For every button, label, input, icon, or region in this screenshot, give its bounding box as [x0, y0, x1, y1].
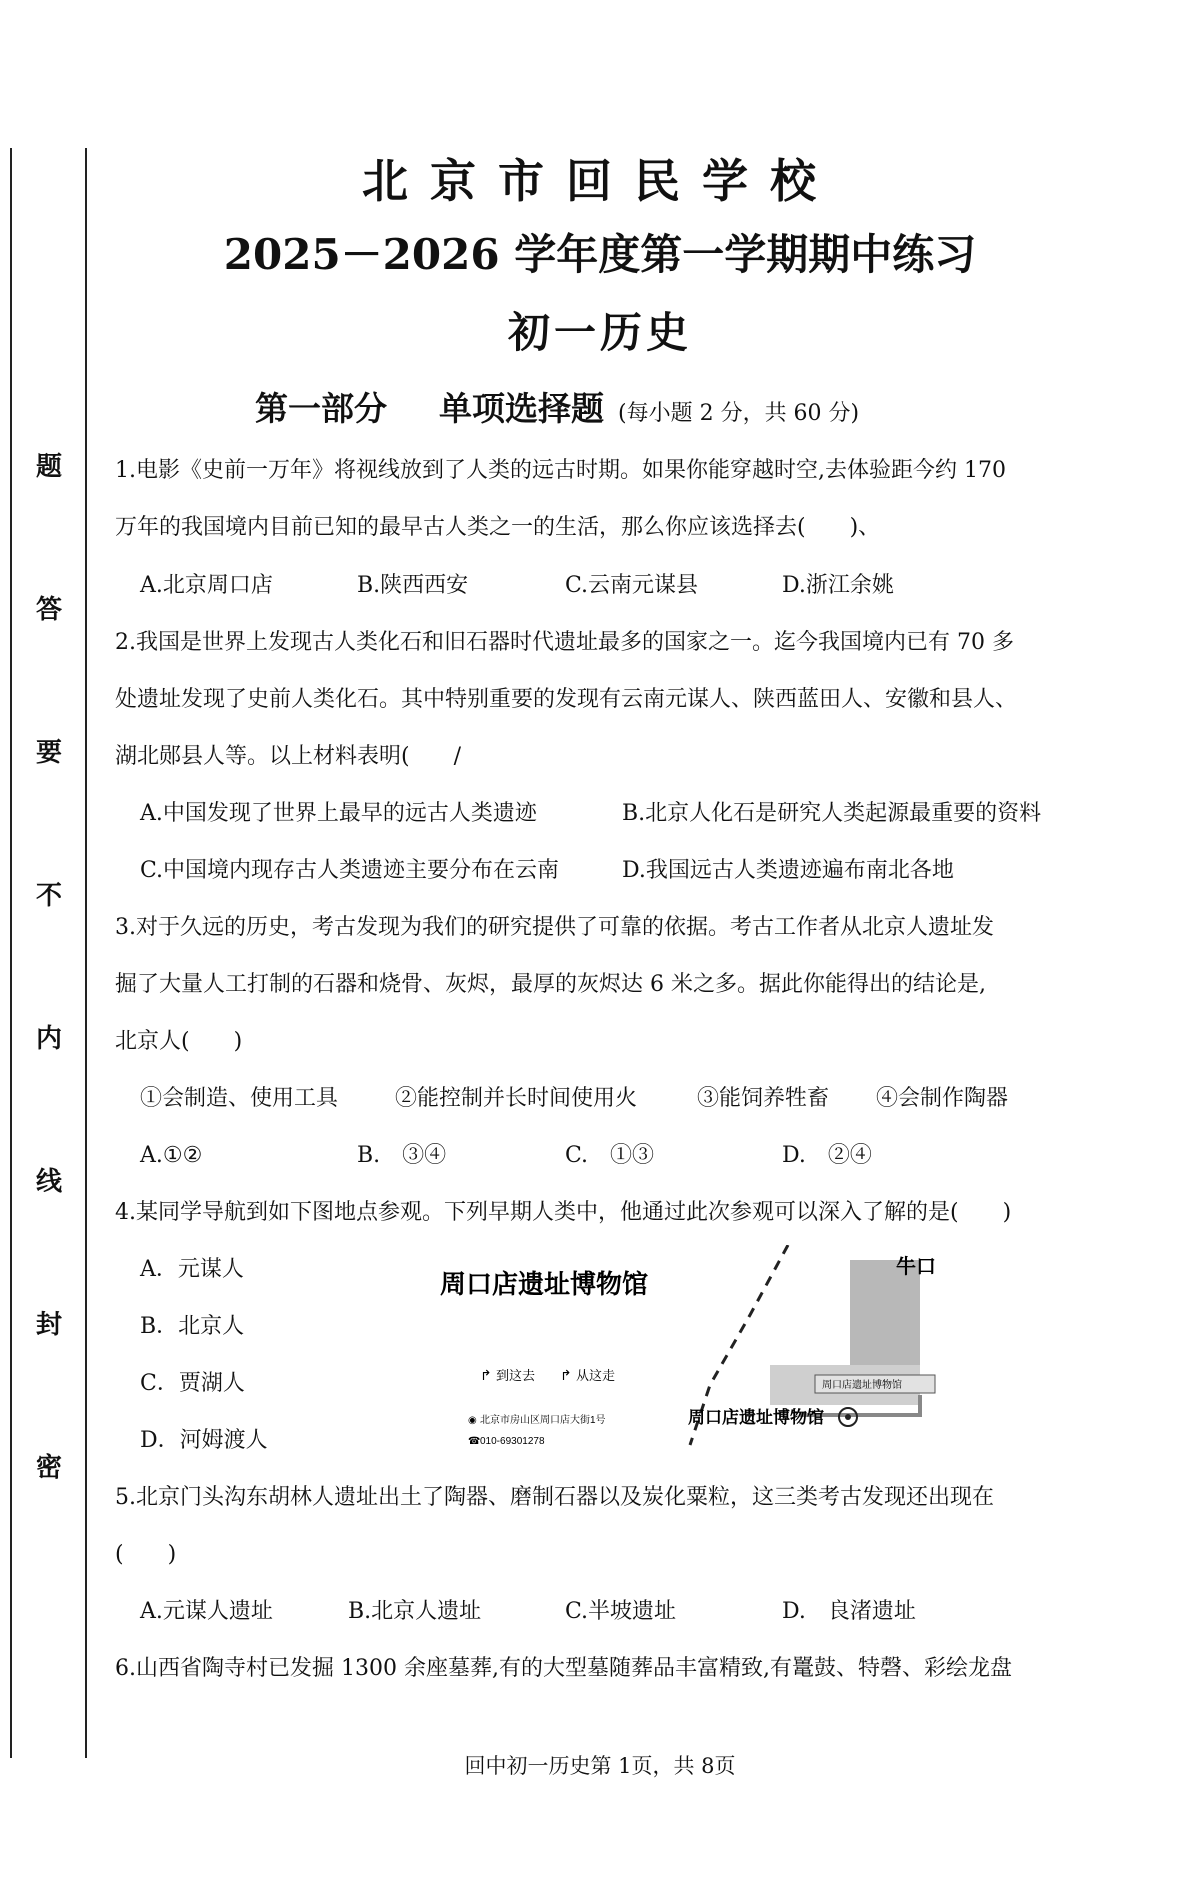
map-small-label: 周口店遗址博物馆: [822, 1380, 902, 1391]
q1-option-c: C.云南元谋县: [565, 573, 699, 598]
q6-line1: 6.山西省陶寺村已发掘 1300 余座墓葬,有的大型墓随葬品丰富精致,有鼍鼓、特磬、彩绘龙盘: [115, 1656, 1012, 1681]
q4-option-d: D．河姆渡人: [140, 1428, 268, 1453]
binding-char: 密: [35, 1453, 62, 1483]
q2-option-b: B.北京人化石是研究人类起源最重要的资料: [622, 801, 1042, 826]
map-title: 周口店遗址博物馆: [440, 1269, 649, 1299]
q5-option-a: A.元谋人遗址: [140, 1599, 273, 1624]
school-title: 北京市回民学校: [362, 154, 838, 208]
q2-line3: 湖北郧县人等。以上材料表明( /: [115, 744, 461, 769]
binding-char: 答: [35, 595, 62, 625]
q3-statement-3: ③能饲养牲畜: [697, 1086, 830, 1111]
section-heading: [255, 383, 859, 430]
q3-option-a: A.①②: [140, 1143, 203, 1168]
q1-option-b: B.陕西西安: [357, 573, 469, 598]
q3-option-b: B. ③④: [357, 1143, 447, 1168]
map-phone: 010-69301278: [480, 1436, 545, 1447]
q3-statement-1: ①会制造、使用工具: [140, 1086, 339, 1111]
map-corner-label: 牛口: [896, 1256, 936, 1278]
page-footer: 回中初一历史第 1页，共 8页: [464, 1754, 736, 1778]
section-name: 第一部分: [255, 389, 387, 428]
q3-line1: 3.对于久远的历史，考古发现为我们的研究提供了可靠的依据。考古工作者从北京人遗址发: [115, 915, 994, 940]
binding-char: 内: [35, 1024, 62, 1054]
subject-title: 初一历史: [507, 308, 692, 357]
q5-line2: ( ): [115, 1542, 177, 1567]
navigation-map-image: [420, 1245, 940, 1465]
map-phone-icon: ☎: [468, 1436, 481, 1447]
q2-option-d: D.我国远古人类遗迹遍布南北各地: [622, 858, 954, 883]
q5-option-c: C.半坡遗址: [565, 1599, 677, 1624]
q3-line2: 掘了大量人工打制的石器和烧骨、灰烬，最厚的灰烬达 6 米之多。据此你能得出的结论是,: [115, 972, 986, 997]
q4-line1: 4.某同学导航到如下图地点参观。下列早期人类中，他通过此次参观可以深入了解的是( ): [115, 1200, 1012, 1225]
q1-line1: 1.电影《史前一万年》将视线放到了人类的远古时期。如果你能穿越时空,去体验距今约 170: [115, 458, 1006, 483]
map-go-here: 到这去: [496, 1368, 536, 1383]
q3-statement-4: ④会制作陶器: [876, 1086, 1009, 1111]
q3-option-c: C. ①③: [565, 1143, 655, 1168]
binding-char: 不: [35, 881, 62, 911]
q3-line3: 北京人( ): [115, 1029, 243, 1054]
binding-char: 题: [35, 452, 62, 482]
section-type: 单项选择题: [439, 389, 604, 428]
term-title: 2025－2026 学年度第一学期期中练习: [223, 230, 977, 279]
binding-char: 要: [35, 738, 62, 768]
map-from-here-arrow-icon: ↱: [560, 1368, 572, 1384]
q5-option-b: B.北京人遗址: [348, 1599, 482, 1624]
map-from-here: 从这走: [576, 1368, 616, 1383]
q2-option-a: A.中国发现了世界上最早的远古人类遗迹: [140, 801, 537, 826]
q5-line1: 5.北京门头沟东胡林人遗址出土了陶器、磨制石器以及炭化粟粒，这三类考古发现还出现在: [115, 1485, 994, 1510]
q1-option-d: D.浙江余姚: [782, 573, 894, 598]
q1-option-a: A.北京周口店: [140, 573, 273, 598]
map-address: 北京市房山区周口店大街1号: [480, 1415, 606, 1426]
binding-line-outer: [10, 148, 12, 1758]
q5-option-d: D. 良渚遗址: [782, 1599, 916, 1624]
binding-char: 封: [35, 1310, 62, 1340]
q4-option-b: B．北京人: [140, 1314, 245, 1339]
binding-line-inner: [85, 148, 87, 1758]
q3-option-d: D. ②④: [782, 1143, 872, 1168]
q2-line1: 2.我国是世界上发现古人类化石和旧石器时代遗址最多的国家之一。迄今我国境内已有 70 多: [115, 630, 1014, 655]
q2-option-c: C.中国境内现存古人类遗迹主要分布在云南: [140, 858, 560, 883]
map-go-here-arrow-icon: ↱: [480, 1368, 492, 1384]
q4-option-c: C．贾湖人: [140, 1371, 245, 1396]
q1-line2: 万年的我国境内目前已知的最早古人类之一的生活，那么你应该选择去( )、: [115, 515, 881, 540]
q2-line2: 处遗址发现了史前人类化石。其中特别重要的发现有云南元谋人、陕西蓝田人、安徽和县人、: [115, 687, 1018, 712]
binding-char: 线: [35, 1167, 62, 1197]
q3-statement-2: ②能控制并长时间使用火: [395, 1086, 638, 1111]
map-address-pin-icon: ◉: [468, 1415, 477, 1426]
q4-option-a: A．元谋人: [140, 1257, 244, 1282]
section-note: (每小题 2 分，共 60 分): [618, 401, 860, 426]
map-location-label: 周口店遗址博物馆: [688, 1408, 824, 1427]
